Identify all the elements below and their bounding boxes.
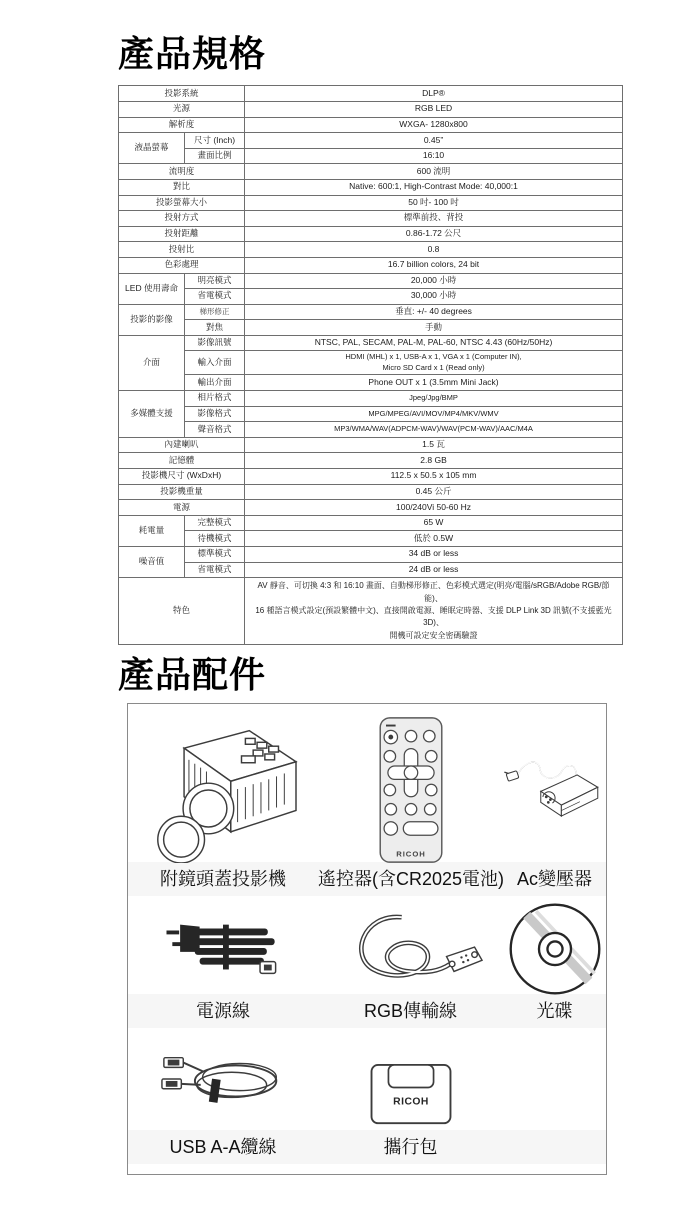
spec-value-cell: 標準前投、背投 <box>245 211 623 227</box>
spec-row <box>119 320 623 336</box>
spec-row <box>119 195 623 211</box>
spec-value-cell: 16:10 <box>245 148 623 164</box>
spec-sub-label-cell: 完整模式 <box>185 515 245 531</box>
spec-group-label-cell: 液晶螢幕 <box>119 133 185 164</box>
spec-sub-label-cell: 影像格式 <box>185 406 245 422</box>
accessory-label: Ac變壓器 <box>516 868 592 889</box>
spec-value-cell: 100/240Vi 50-60 Hz <box>245 500 623 516</box>
accessories-section-title: 產品配件 <box>118 654 267 696</box>
spec-value-cell: 24 dB or less <box>245 562 623 578</box>
spec-label-cell: 內建喇叭 <box>119 437 245 453</box>
spec-row <box>119 335 623 351</box>
spec-row <box>119 133 623 149</box>
accessories-label-row <box>128 862 606 896</box>
spec-sub-label-cell: 省電模式 <box>185 289 245 305</box>
spec-value-cell: RGB LED <box>245 101 623 117</box>
spec-label-cell: 解析度 <box>119 117 245 133</box>
spec-value-cell: DLP® <box>245 86 623 102</box>
spec-label-cell: 投影機重量 <box>119 484 245 500</box>
spec-table <box>118 85 623 645</box>
spec-row <box>119 515 623 531</box>
spec-sub-label-cell: 標準模式 <box>185 547 245 563</box>
carrying-bag-icon <box>318 1032 503 1128</box>
remote-brand-text: RICOH <box>395 848 426 858</box>
spec-sub-label-cell: 輸入介面 <box>185 351 245 375</box>
spec-sub-label-cell: 尺寸 (Inch) <box>185 133 245 149</box>
spec-value-line: AV 靜音、可切換 4:3 和 16:10 畫面、自動梯形修正、色彩模式選定(明亮/電腦/sRGB/Adobe RGB/節能)、 <box>257 581 610 603</box>
spec-value-cell: 65 W <box>245 515 623 531</box>
spec-value-cell: 112.5 x 50.5 x 105 mm <box>245 469 623 485</box>
spec-value-cell <box>245 578 623 645</box>
spec-value-cell: 50 吋- 100 吋 <box>245 195 623 211</box>
spec-value-cell: 20,000 小時 <box>245 273 623 289</box>
spec-row <box>119 289 623 305</box>
accessory-label: 附鏡頭蓋投影機 <box>160 868 286 889</box>
spec-value-cell: 0.8 <box>245 242 623 258</box>
spec-group-label-cell: 噪音值 <box>119 547 185 578</box>
spec-row <box>119 500 623 516</box>
spec-row <box>119 164 623 180</box>
spec-label-cell: 投射方式 <box>119 211 245 227</box>
spec-row <box>119 437 623 453</box>
spec-sub-label-cell: 待機模式 <box>185 531 245 547</box>
spec-section-title: 產品規格 <box>118 33 267 74</box>
accessories-box <box>127 703 607 1175</box>
spec-row <box>119 469 623 485</box>
spec-row <box>119 578 623 645</box>
spec-label-cell: 投影螢幕大小 <box>119 195 245 211</box>
spec-label-cell: 記憶體 <box>119 453 245 469</box>
spec-row <box>119 148 623 164</box>
spec-sub-label-cell: 相片格式 <box>185 391 245 407</box>
spec-value-cell: 2.8 GB <box>245 453 623 469</box>
accessory-label: 光碟 <box>536 1000 573 1021</box>
accessories-row <box>128 1032 606 1128</box>
spec-group-label-cell: 耗電量 <box>119 515 185 546</box>
spec-row <box>119 484 623 500</box>
spec-value-cell: Native: 600:1, High-Contrast Mode: 40,000:1 <box>245 179 623 195</box>
spec-value-cell: 手動 <box>245 320 623 336</box>
spec-row <box>119 391 623 407</box>
spec-value-cell: NTSC, PAL, SECAM, PAL-M, PAL-60, NTSC 4.43 (60Hz/50Hz) <box>245 335 623 351</box>
spec-row <box>119 211 623 227</box>
spec-label-cell: 投射距離 <box>119 226 245 242</box>
spec-group-label-cell: 投影的影像 <box>119 304 185 335</box>
spec-row <box>119 304 623 320</box>
accessory-label: USB A-A纜線 <box>169 1136 277 1157</box>
spec-row <box>119 179 623 195</box>
accessories-label-row <box>128 994 606 1028</box>
spec-row <box>119 531 623 547</box>
spec-label-cell: 投射比 <box>119 242 245 258</box>
accessories-row <box>128 900 606 992</box>
spec-value-cell: 0.45 公斤 <box>245 484 623 500</box>
spec-value-cell: 0.45” <box>245 133 623 149</box>
remote-control-icon <box>318 714 503 866</box>
spec-group-label-cell: 多媒體支援 <box>119 391 185 438</box>
spec-value-cell: 34 dB or less <box>245 547 623 563</box>
spec-value-cell: 低於 0.5W <box>245 531 623 547</box>
spec-value-cell: 1.5 瓦 <box>245 437 623 453</box>
spec-label-cell: 流明度 <box>119 164 245 180</box>
accessories-row <box>128 714 606 860</box>
accessory-label: RGB傳輸線 <box>363 1000 457 1021</box>
spec-label-cell: 電源 <box>119 500 245 516</box>
spec-label-cell: 光源 <box>119 101 245 117</box>
spec-row <box>119 406 623 422</box>
spec-value-line: HDMI (MHL) x 1, USB-A x 1, VGA x 1 (Computer IN), <box>345 352 522 362</box>
spec-row <box>119 242 623 258</box>
spec-value-line: 開機可設定安全密碼驗證 <box>389 630 478 640</box>
spec-sub-label-cell: 明亮模式 <box>185 273 245 289</box>
spec-value-cell: MP3/WMA/WAV(ADPCM-WAV)/WAV(PCM-WAV)/AAC/M4A <box>245 422 623 438</box>
spec-value-cell: 0.86-1.72 公尺 <box>245 226 623 242</box>
bag-brand-text: RICOH <box>392 1095 429 1107</box>
spec-value-cell: 垂直: +/- 40 degrees <box>245 304 623 320</box>
ac-adapter-icon <box>503 714 606 866</box>
projector-icon <box>128 714 318 866</box>
spec-sub-label-cell: 影像訊號 <box>185 335 245 351</box>
spec-group-label-cell: LED 使用壽命 <box>119 273 185 304</box>
spec-sub-label-cell: 對焦 <box>185 320 245 336</box>
spec-value-cell: Jpeg/Jpg/BMP <box>245 391 623 407</box>
spec-row <box>119 117 623 133</box>
spec-row <box>119 375 623 391</box>
spec-value-cell: 30,000 小時 <box>245 289 623 305</box>
accessory-label: 攜行包 <box>383 1136 438 1157</box>
accessory-label: 電源線 <box>196 1000 250 1021</box>
spec-label-cell: 投影系統 <box>119 86 245 102</box>
spec-row <box>119 351 623 375</box>
spec-value-cell: 16.7 billion colors, 24 bit <box>245 257 623 273</box>
spec-row <box>119 547 623 563</box>
spec-row <box>119 257 623 273</box>
spec-sub-label-cell: 輸出介面 <box>185 375 245 391</box>
spec-label-cell: 對比 <box>119 179 245 195</box>
spec-sub-label-cell: 聲音格式 <box>185 422 245 438</box>
spec-value-cell: 600 流明 <box>245 164 623 180</box>
spec-sub-label-cell: 梯形修正 <box>185 304 245 320</box>
power-cord-icon <box>128 900 318 998</box>
accessories-label-row <box>128 1130 606 1164</box>
spec-row <box>119 453 623 469</box>
rgb-cable-icon <box>318 900 503 998</box>
spec-label-cell: 投影機尺寸 (WxDxH) <box>119 469 245 485</box>
spec-row <box>119 226 623 242</box>
spec-value-cell: WXGA- 1280x800 <box>245 117 623 133</box>
spec-value-cell: MPG/MPEG/AVI/MOV/MP4/MKV/WMV <box>245 406 623 422</box>
spec-value-line: 16 種語言模式設定(預設繁體中文)、直接開啟電源、睡眠定時器、支援 DLP Link 3D 訊號(不支援藍光 3D)、 <box>255 605 612 628</box>
spec-sub-label-cell: 畫面比例 <box>185 148 245 164</box>
spec-row <box>119 101 623 117</box>
accessory-label: 遙控器(含CR2025電池) <box>318 868 505 889</box>
spec-label-cell: 色彩處理 <box>119 257 245 273</box>
spec-sub-label-cell: 省電模式 <box>185 562 245 578</box>
spec-row <box>119 273 623 289</box>
spec-value-cell: Phone OUT x 1 (3.5mm Mini Jack) <box>245 375 623 391</box>
usb-cable-icon <box>128 1032 318 1128</box>
spec-row <box>119 562 623 578</box>
spec-value-line: Micro SD Card x 1 (Read only) <box>382 362 485 372</box>
cd-disc-icon <box>503 900 606 998</box>
spec-label-cell: 特色 <box>119 578 245 645</box>
spec-group-label-cell: 介面 <box>119 335 185 390</box>
spec-row <box>119 86 623 102</box>
spec-value-cell <box>245 351 623 375</box>
spec-row <box>119 422 623 438</box>
